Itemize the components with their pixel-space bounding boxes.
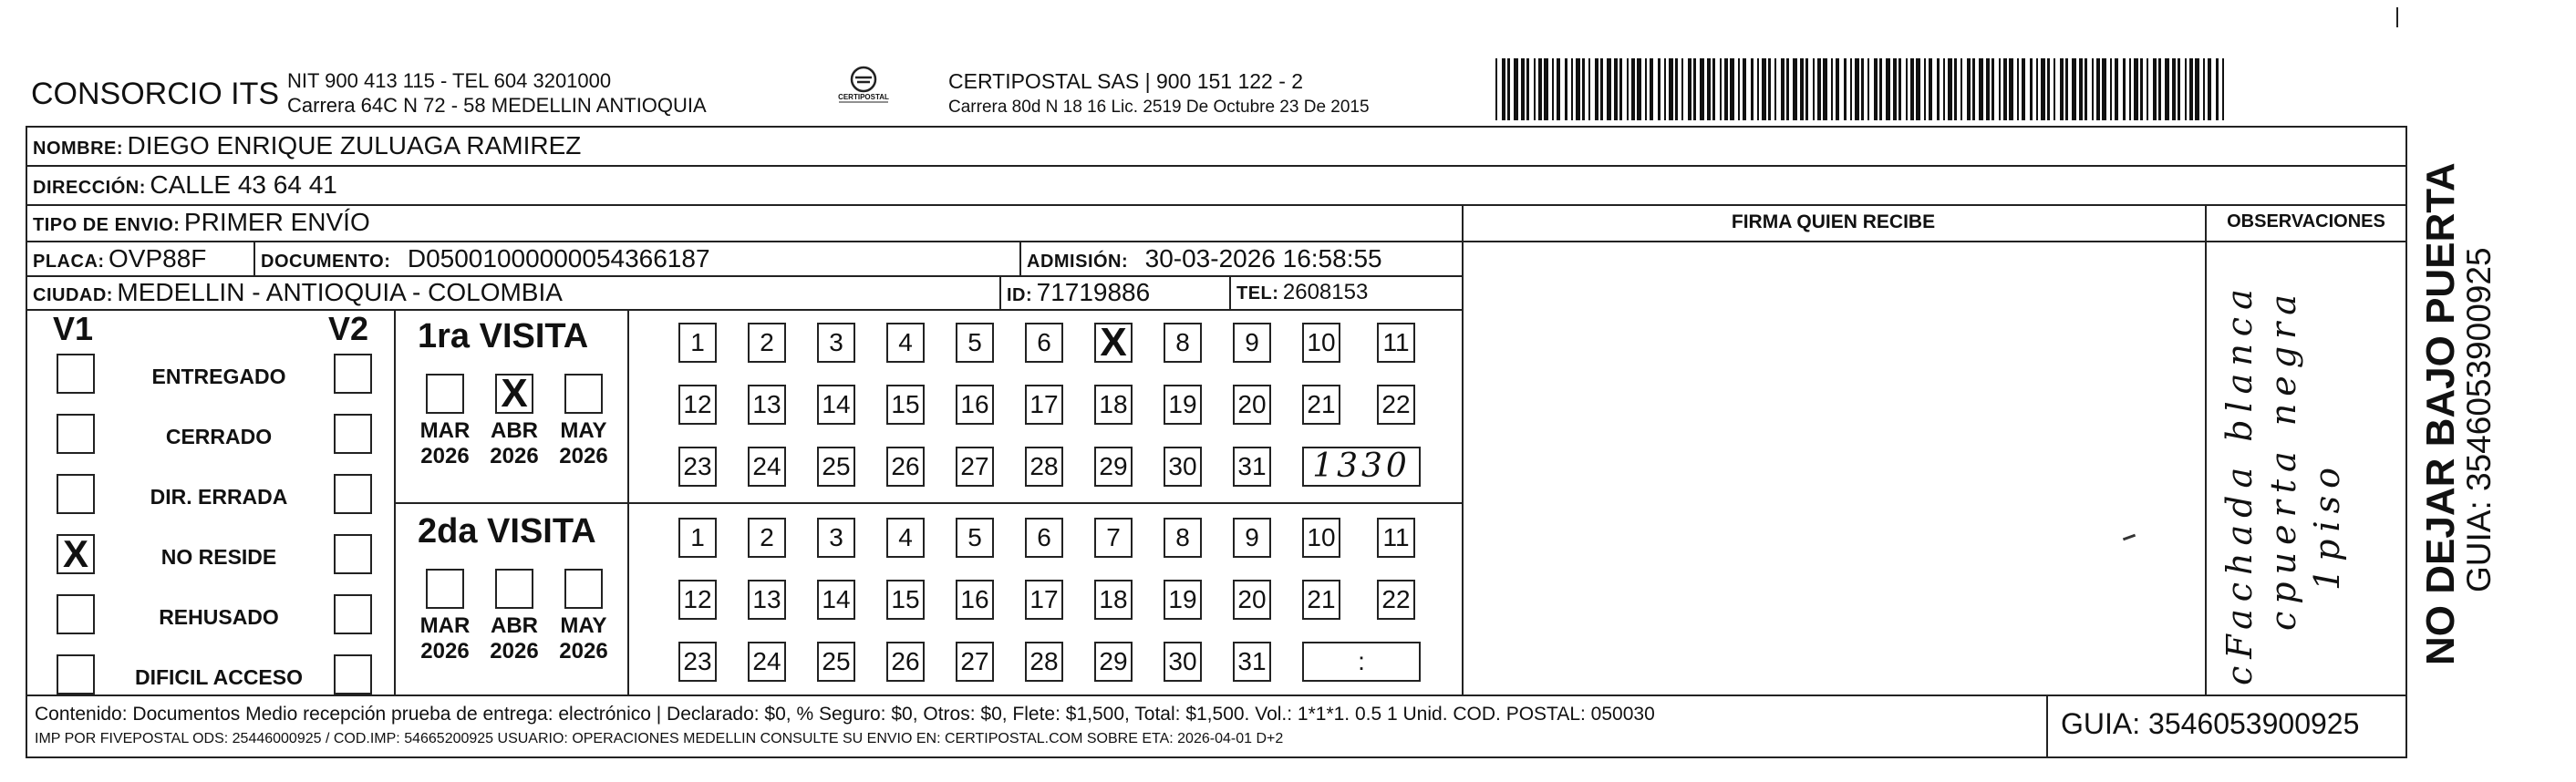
observaciones-header: OBSERVACIONES: [2227, 211, 2385, 232]
footer-content-line: Contenido: Documentos Medio recepción prueba de entrega: electrónico | Declarado: $0, % Seguro: $0, Otros: $0, Flete: $1,500, Total: $1,500. Vol.: 1*1*1. 0.5 1 Unid. COD. POSTAL: 050030: [35, 704, 1655, 725]
nombre-value: DIEGO ENRIQUE ZULUAGA RAMIREZ: [127, 131, 582, 159]
visit2-day-1[interactable]: 1: [678, 518, 717, 558]
logo-text: CERTIPOSTAL: [838, 93, 889, 101]
id-label: ID:: [1007, 285, 1033, 305]
visit1-day-28[interactable]: 28: [1025, 447, 1063, 487]
company-nit-line: NIT 900 413 115 - TEL 604 3201000: [287, 69, 612, 92]
v2-checkbox-entregado[interactable]: [334, 354, 372, 394]
visit2-day-7[interactable]: 7: [1094, 518, 1133, 558]
visit2-day-20[interactable]: 20: [1233, 580, 1271, 620]
v1-checkbox-dir-errada[interactable]: [57, 474, 95, 514]
status-label-dir-errada: DIR. ERRADA: [150, 485, 288, 509]
visit1-title: 1ra VISITA: [418, 317, 589, 355]
v2-checkbox-dificil-acceso[interactable]: [334, 654, 372, 695]
visit1-day-12[interactable]: 12: [678, 385, 717, 425]
visit1-day-9[interactable]: 9: [1233, 323, 1271, 363]
visit2-day-5[interactable]: 5: [956, 518, 994, 558]
documento-label: DOCUMENTO:: [261, 252, 391, 272]
ciudad-value: MEDELLIN - ANTIOQUIA - COLOMBIA: [117, 278, 563, 306]
visit2-day-22[interactable]: 22: [1377, 580, 1415, 620]
placa-field: [33, 244, 206, 273]
documento-field: [261, 244, 710, 273]
row-divider: [26, 309, 1462, 311]
checked-mark: X: [1100, 320, 1127, 365]
v1-checkbox-no-reside[interactable]: [57, 534, 95, 574]
admision-value: 30-03-2026 16:58:55: [1144, 244, 1382, 273]
visit2-day-23[interactable]: 23: [678, 642, 717, 682]
visit2-day-26[interactable]: 26: [886, 642, 925, 682]
nombre-label: NOMBRE:: [33, 139, 124, 159]
visit1-year-label: 2026: [490, 444, 539, 468]
visit2-day-30[interactable]: 30: [1164, 642, 1202, 682]
status-label-no-reside: NO RESIDE: [160, 545, 277, 569]
visit1-day-21[interactable]: 21: [1302, 385, 1340, 425]
status-label-dificil-acceso: DIFICIL ACCESO: [134, 665, 303, 689]
visit2-month-checkbox-may[interactable]: [564, 569, 603, 609]
visit2-day-18[interactable]: 18: [1094, 580, 1133, 620]
visit2-year-label: 2026: [490, 639, 539, 664]
visit2-month-checkbox-mar[interactable]: [426, 569, 464, 609]
footer-divider: [26, 695, 2407, 696]
footer-print-line: IMP POR FIVEPOSTAL ODS: 25446000925 / COD.IMP: 54665200925 USUARIO: OPERACIONES MEDELLIN CONSULTE SU ENVIO EN: CERTIPOSTAL.COM SOBRE ETA: 2026-04-01 D+2: [35, 731, 1284, 746]
visit1-day-19[interactable]: 19: [1164, 385, 1202, 425]
ciudad-field: [33, 278, 563, 307]
visit1-day-18[interactable]: 18: [1094, 385, 1133, 425]
visit1-day-23[interactable]: 23: [678, 447, 717, 487]
visit1-day-30[interactable]: 30: [1164, 447, 1202, 487]
visit1-day-1[interactable]: 1: [678, 323, 717, 363]
side-guia: GUIA: 3546053900925: [2460, 247, 2498, 592]
visit1-day-29[interactable]: 29: [1094, 447, 1133, 487]
visit1-year-label: 2026: [559, 444, 608, 468]
row-divider: [1462, 241, 2407, 242]
direccion-value: CALLE 43 64 41: [150, 170, 337, 199]
tipo-envio-value: PRIMER ENVÍO: [183, 208, 370, 236]
admision-label: ADMISIÓN:: [1027, 252, 1129, 272]
visit2-day-12[interactable]: 12: [678, 580, 717, 620]
visit1-day-11[interactable]: 11: [1377, 323, 1415, 363]
visit1-month-checkbox-abr[interactable]: [495, 371, 533, 416]
row-divider: [26, 204, 2407, 206]
v2-header: V2: [328, 310, 369, 347]
visit1-day-8[interactable]: 8: [1164, 323, 1202, 363]
v2-checkbox-rehusado[interactable]: [334, 594, 372, 634]
company-name: CONSORCIO ITS: [31, 77, 280, 111]
observation-note: cFachada blanca: [2219, 282, 2260, 685]
visit2-day-9[interactable]: 9: [1233, 518, 1271, 558]
visit2-day-16[interactable]: 16: [956, 580, 994, 620]
visit2-day-29[interactable]: 29: [1094, 642, 1133, 682]
tipo-envio-row: [33, 208, 370, 237]
visit2-month-label: MAY: [560, 613, 607, 638]
tel-value: 2608153: [1282, 280, 1369, 304]
id-value: 71719886: [1036, 278, 1151, 306]
certipostal-logo: [832, 64, 895, 109]
carrier-license-line: Carrera 80d N 18 16 Lic. 2519 De Octubre 23 De 2015: [948, 98, 1370, 117]
visit2-day-28[interactable]: 28: [1025, 642, 1063, 682]
visit1-day-5[interactable]: 5: [956, 323, 994, 363]
admision-field: [1027, 244, 1382, 273]
visit1-day-22[interactable]: 22: [1377, 385, 1415, 425]
visit1-day-20[interactable]: 20: [1233, 385, 1271, 425]
visit2-day-24[interactable]: 24: [748, 642, 786, 682]
checked-mark: X: [501, 371, 528, 416]
status-label-cerrado: CERRADO: [165, 425, 273, 448]
visit2-day-2[interactable]: 2: [748, 518, 786, 558]
v1-checkbox-entregado[interactable]: [57, 354, 95, 394]
visit2-title: 2da VISITA: [418, 512, 596, 550]
visit1-day-27[interactable]: 27: [956, 447, 994, 487]
visit2-day-10[interactable]: 10: [1302, 518, 1340, 558]
observation-note: cpuerta negra: [2263, 287, 2303, 631]
v2-checkbox-dir-errada[interactable]: [334, 474, 372, 514]
visit1-day-25[interactable]: 25: [817, 447, 855, 487]
visit2-day-25[interactable]: 25: [817, 642, 855, 682]
visit1-month-label: MAR: [419, 418, 471, 443]
visit1-day-14[interactable]: 14: [817, 385, 855, 425]
tel-field: [1236, 280, 1368, 305]
row-divider: [26, 241, 1462, 242]
visit2-day-4[interactable]: 4: [886, 518, 925, 558]
visit2-year-label: 2026: [420, 639, 470, 664]
barcode: [1495, 58, 2225, 120]
visit1-day-15[interactable]: 15: [886, 385, 925, 425]
col-divider: [1019, 241, 1021, 275]
nombre-row: [33, 131, 581, 160]
carrier-line: CERTIPOSTAL SAS | 900 151 122 - 2: [948, 69, 1304, 93]
visit1-day-16[interactable]: 16: [956, 385, 994, 425]
visit1-day-24[interactable]: 24: [748, 447, 786, 487]
visit1-time-box[interactable]: 1330: [1302, 447, 1421, 487]
visit1-day-2[interactable]: 2: [748, 323, 786, 363]
observation-note: 1piso: [2307, 459, 2347, 591]
documento-value: D05001000000054366187: [407, 244, 710, 273]
direccion-label: DIRECCIÓN:: [33, 178, 146, 198]
row-divider: [26, 275, 1462, 277]
visit2-day-31[interactable]: 31: [1233, 642, 1271, 682]
col-divider: [1462, 204, 1464, 695]
visit1-day-17[interactable]: 17: [1025, 385, 1063, 425]
visit1-day-6[interactable]: 6: [1025, 323, 1063, 363]
visit2-month-checkbox-abr[interactable]: [495, 569, 533, 609]
visit1-month-checkbox-mar[interactable]: [426, 374, 464, 414]
id-field: [1007, 278, 1150, 307]
visit1-month-checkbox-may[interactable]: [564, 374, 603, 414]
row-divider: [26, 165, 2407, 167]
visit2-day-3[interactable]: 3: [817, 518, 855, 558]
visit1-day-10[interactable]: 10: [1302, 323, 1340, 363]
visit1-day-3[interactable]: 3: [817, 323, 855, 363]
side-warning: NO DEJAR BAJO PUERTA: [2418, 162, 2463, 665]
footer-guia: GUIA: 3546053900925: [2061, 707, 2360, 740]
status-label-entregado: ENTREGADO: [151, 365, 286, 388]
v1-checkbox-rehusado[interactable]: [57, 594, 95, 634]
visit1-day-31[interactable]: 31: [1233, 447, 1271, 487]
company-address-line: Carrera 64C N 72 - 58 MEDELLIN ANTIOQUIA: [287, 94, 707, 117]
visit2-time-box[interactable]: :: [1302, 642, 1421, 682]
visit1-month-label: MAY: [560, 418, 607, 443]
checked-mark: X: [62, 532, 88, 575]
visit2-day-17[interactable]: 17: [1025, 580, 1063, 620]
visit2-year-label: 2026: [559, 639, 608, 664]
v2-checkbox-cerrado[interactable]: [334, 414, 372, 454]
visit1-day-7[interactable]: [1094, 320, 1133, 365]
ciudad-label: CIUDAD:: [33, 285, 113, 305]
visit2-day-19[interactable]: 19: [1164, 580, 1202, 620]
v1-header: V1: [53, 310, 94, 347]
tipo-envio-label: TIPO DE ENVIO:: [33, 215, 181, 235]
visit2-month-label: MAR: [419, 613, 471, 638]
visit2-day-6[interactable]: 6: [1025, 518, 1063, 558]
visit1-month-label: ABR: [491, 418, 538, 443]
col-divider: [999, 275, 1001, 309]
visit1-day-4[interactable]: 4: [886, 323, 925, 363]
v1-checkbox-cerrado[interactable]: [57, 414, 95, 454]
visit2-day-27[interactable]: 27: [956, 642, 994, 682]
v1-checkbox-dificil-acceso[interactable]: [57, 654, 95, 695]
visit2-day-14[interactable]: 14: [817, 580, 855, 620]
status-label-rehusado: REHUSADO: [159, 605, 279, 629]
visit1-day-13[interactable]: 13: [748, 385, 786, 425]
visit-divider: [394, 502, 1462, 504]
visit2-day-13[interactable]: 13: [748, 580, 786, 620]
col-divider: [2205, 204, 2207, 695]
visit2-day-21[interactable]: 21: [1302, 580, 1340, 620]
col-divider: [2046, 695, 2048, 758]
visit1-year-label: 2026: [420, 444, 470, 468]
col-divider: [253, 241, 255, 275]
visit2-month-label: ABR: [491, 613, 538, 638]
tel-label: TEL:: [1236, 283, 1279, 304]
visit2-day-8[interactable]: 8: [1164, 518, 1202, 558]
placa-label: PLACA:: [33, 252, 105, 272]
visit1-day-26[interactable]: 26: [886, 447, 925, 487]
v2-checkbox-no-reside[interactable]: [334, 534, 372, 574]
scan-mark: [2396, 7, 2398, 27]
direccion-row: [33, 170, 337, 200]
visit2-day-11[interactable]: 11: [1377, 518, 1415, 558]
placa-value: OVP88F: [109, 244, 207, 273]
firma-header: FIRMA QUIEN RECIBE: [1731, 211, 1936, 232]
col-divider: [1229, 275, 1231, 309]
visit2-day-15[interactable]: 15: [886, 580, 925, 620]
